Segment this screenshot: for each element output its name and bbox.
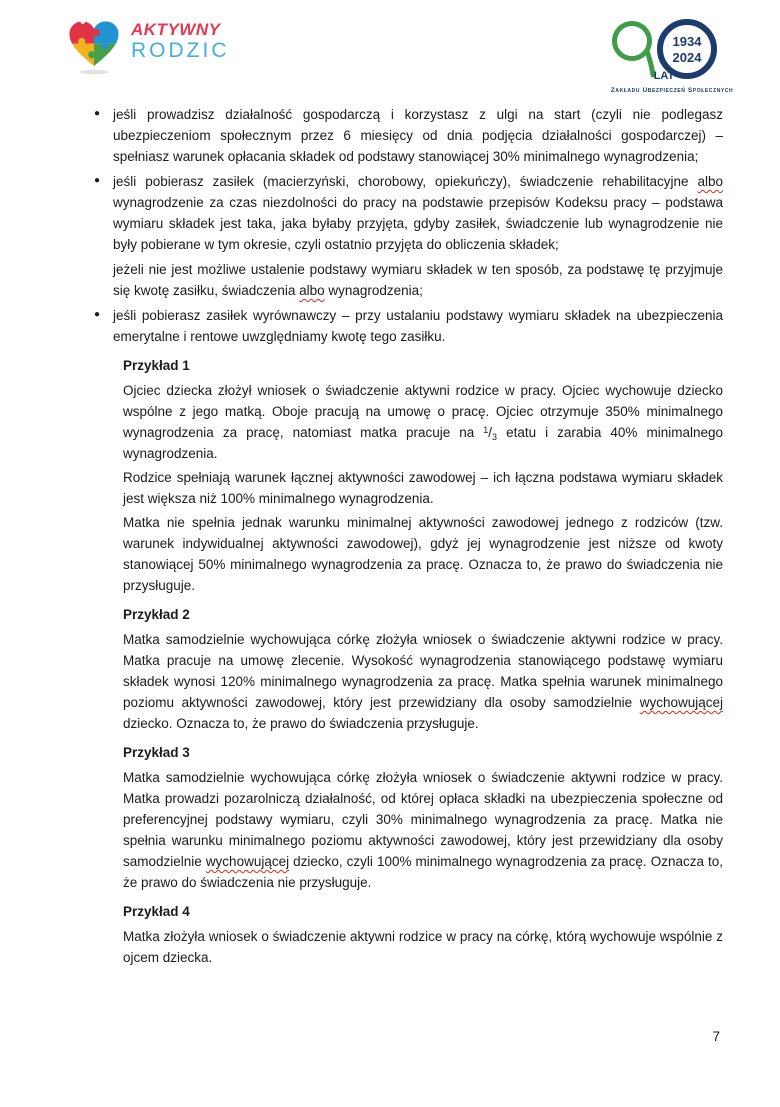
examples-section [123,355,723,968]
example-2-paragraph [123,629,723,734]
zus-90-icon [607,18,737,89]
zus-lat-label: LAT [653,70,675,82]
document-body [92,104,723,968]
paragraph-seg2: etatu i zarabia 40% minimalnego wynagrodzenia. [123,425,723,461]
brand-title-bottom: RODZIC [131,39,230,62]
puzzle-heart-icon [66,18,122,81]
example-2-heading: Przykład 2 [123,607,190,622]
bullet-zasilek-wyrownawczy [92,305,723,347]
spellcheck-marked-word: wychowującej [205,854,290,869]
fraction-numerator: 1 [483,425,489,435]
sub-paragraph-zasilek [92,259,723,301]
example-3-paragraph [123,767,723,893]
example-4-paragraph: Matka złożyła wniosek o świadczenie aktywni rodzice w pracy na córkę, którą wychowuje wspólnie z ojcem dziecka. [123,929,723,965]
paragraph-seg1: Matka samodzielnie wychowująca córkę złożyła wniosek o świadczenie aktywni rodzice w pracy. Matka prowadzi pozarolniczą działalność, od której opłaca składki na ubezpieczenia społeczne od preferencyjnej podstawy wymiaru, czyli 30% minimalnego wynagrodzenia za pracę. Matka nie spełnia warunku minimalnego poziomu aktywności zawodowej, który jest przewidziany dla osoby samodzielnie [123,770,723,869]
spellcheck-marked-word: albo [697,174,723,189]
bullet-text-seg1: jeśli pobierasz zasiłek (macierzyński, chorobowy, opiekuńczy), świadczenie rehabilitacyjne [113,174,698,189]
bullet-text: jeśli prowadzisz działalność gospodarczą i korzystasz z ulgi na start (czyli nie podlegasz ubezpieczeniom społecznym przez 6 miesięcy od dnia podjęcia działalności gospodarczej) – spełniasz warunek opłacania składek od podstawy stanowiącej 30% minimalnego wynagrodzenia; [113,107,723,164]
paragraph-seg1: Ojciec dziecka złożył wniosek o świadczenie aktywni rodzice w pracy. Ojciec wychowuje dziecko wspólne z jego matką. Oboje pracują na umowę o pracę. Ojciec otrzymuje 350% minimalnego wynagrodzenia za pracę, natomiast matka pracuje na [123,383,723,440]
fraction-denominator: 3 [492,432,498,442]
sub-paragraph-seg1: jeżeli nie jest możliwe ustalenie podstawy wymiaru składek w ten sposób, za podstawę tę przyjmuje się kwotę zasiłku, świadczenia [113,262,723,298]
zus-90-lat-logo [607,18,737,94]
bullet-text-seg2: wynagrodzenie za czas niezdolności do pracy na podstawie przepisów Kodeksu pracy – podstawa wymiaru składek jest taka, jaka byłaby przyjęta, gdyby zasiłek, świadczenie lub wynagrodzenie nie były pobierane w tym okresie, czyli ostatnio przyjęta do obliczenia składek; [113,195,723,252]
bullet-zasilek [92,171,723,255]
example-3-heading: Przykład 3 [123,745,190,760]
fraction-slash: / [488,425,493,440]
brand-title-top: AKTYWNY [131,20,221,39]
paragraph-seg1: Matka samodzielnie wychowująca córkę złożyła wniosek o świadczenie aktywni rodzice w pracy. Matka pracuje na umowę zlecenie. Wysokość wynagrodzenia stanowiącego podstawę wymiaru składek wynosi 120% minimalnego wynagrodzenia za pracę. Matka spełnia warunek minimalnego poziomu aktywności zawodowej, który jest przewidziany dla osoby samodzielnie [123,632,723,710]
bullet-dot-icon: ● [94,309,101,320]
zus-year-top: 1934 [672,34,702,49]
bullet-dot-icon: ● [94,175,101,186]
page-header [0,0,780,92]
example-1-heading: Przykład 1 [123,358,190,373]
zus-org-name: Zakładu Ubezpieczeń Społecznych [610,87,734,94]
aktywny-rodzic-logo [66,18,230,81]
example-4-heading: Przykład 4 [123,904,190,919]
zus-year-bottom: 2024 [672,50,702,65]
spellcheck-marked-word: albo [299,283,325,298]
bullet-text: jeśli pobierasz zasiłek wyrównawczy – przy ustalaniu podstawy wymiaru składek na ubezpieczenia emerytalne i rentowe uwzględniamy kwotę tego zasiłku. [113,308,723,344]
paragraph-seg2: dziecko. Oznacza to, że prawo do świadczenia przysługuje. [123,716,479,731]
page-number: 7 [712,1029,720,1044]
example-1-paragraph-3: Matka nie spełnia jednak warunku minimalnej aktywności zawodowej jednego z rodziców (tzw. warunek indywidualnej aktywności zawodowej), gdyż jej wynagrodzenie jest niższe od kwoty stanowiącej 50% minimalnego wynagrodzenia za pracę. Oznacza to, że prawo do świadczenia nie przysługuje. [123,515,723,593]
spellcheck-marked-word: wychowującej [639,695,723,710]
bullet-ulga-na-start [92,104,723,167]
example-1-paragraph-1 [123,380,723,464]
paragraph-seg2: dziecko, czyli 100% minimalnego wynagrodzenia za pracę. Oznacza to, że prawo do świadczenia nie przysługuje. [123,854,723,890]
bullet-dot-icon: ● [94,108,101,119]
example-1-paragraph-2: Rodzice spełniają warunek łącznej aktywności zawodowej – ich łączna podstawa wymiaru składek jest większa niż 100% minimalnego wynagrodzenia. [123,470,723,506]
sub-paragraph-seg2: wynagrodzenia; [324,283,423,298]
